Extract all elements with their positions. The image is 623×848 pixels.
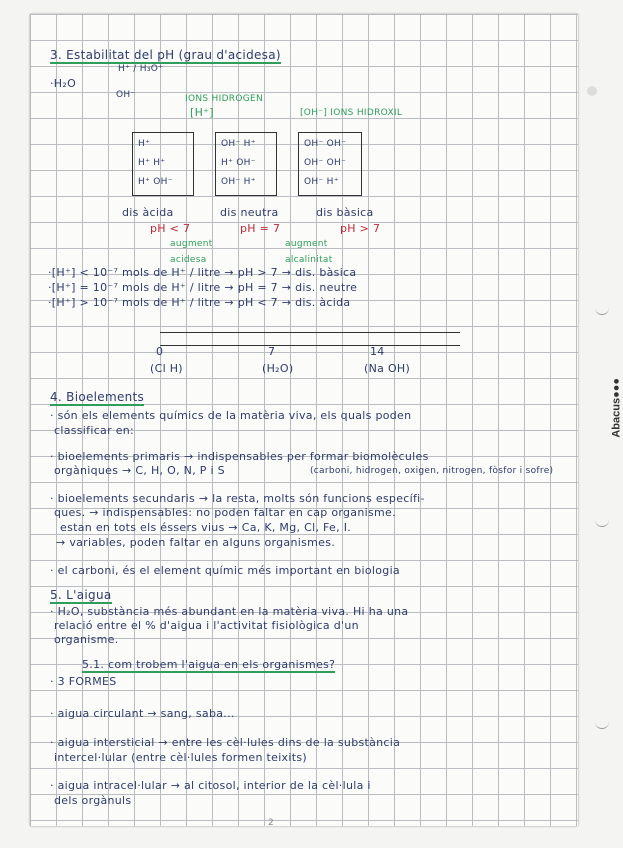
sec5-line: intercel·lular (entre cèl·lules formen teixits): [54, 751, 307, 764]
sec5-line: relació entre el % d'aigua i l'activitat fisiològica d'un: [54, 619, 359, 632]
sec4-note: (carboni, hidrogen, oxigen, nitrogen, fòsfor i sofre): [310, 466, 554, 476]
acid-box-row: H⁺ OH⁻: [138, 177, 173, 187]
edge-mark: [595, 308, 609, 315]
h-concentration-label: [H⁺]: [190, 106, 214, 119]
ph-rule-3: ·[H⁺] > 10⁻⁷ mols de H⁺ / litre → pH < 7 → dis. àcida: [48, 296, 351, 309]
ph-scale-bottom: [160, 345, 460, 346]
ph-acid-label: pH < 7: [150, 222, 191, 235]
acid-box-row: H⁺: [138, 139, 151, 149]
sec5-line: · H₂O, substància més abundant en la matèria viva. Hi ha una: [50, 605, 409, 618]
sec4-line: · bioelements secundaris → la resta, molts són funcions específi-: [50, 492, 425, 505]
ph-rule-2: ·[H⁺] = 10⁻⁷ mols de H⁺ / litre → pH = 7 → dis. neutre: [48, 281, 358, 294]
example-neutral: (H₂O): [262, 362, 294, 375]
dis-acida-label: dis àcida: [122, 206, 174, 219]
page-mark: 2: [268, 818, 275, 828]
neutral-box-row: OH⁻ H⁺: [221, 139, 256, 149]
ph-scale-top: [160, 332, 460, 333]
ph-neutral-label: pH = 7: [240, 222, 281, 235]
augment-alcalinitat-label: augment alcalinitat: [285, 239, 333, 265]
augment-acidesa-label: augment acidesa: [170, 239, 213, 265]
section-5-title: 5. L'aigua: [50, 588, 112, 602]
section-3-title: 3. Estabilitat del pH (grau d'acidesa): [50, 48, 281, 62]
sec4-line: estan en tots els éssers vius → Ca, K, Mg, Cl, Fe, I.: [60, 521, 352, 534]
sec4-line: classificar en:: [54, 424, 135, 437]
sec5-line: · aigua intracel·lular → al citosol, interior de la cèl·lula i: [50, 779, 371, 792]
example-basic: (Na OH): [364, 362, 411, 375]
ph-scale-0: 0: [156, 345, 164, 358]
neutral-box-row: OH⁻ H⁺: [221, 177, 256, 187]
ion-h-label: H⁺ / H₃O⁺: [118, 64, 164, 74]
sec4-line: → variables, poden faltar en alguns organismes.: [56, 536, 336, 549]
sec5-subtitle: 5.1. com trobem l'aigua en els organismes?: [82, 658, 336, 671]
sec5-line: · 3 FORMES: [50, 675, 117, 688]
dis-neutra-label: dis neutra: [220, 206, 279, 219]
sec4-line: orgàniques → C, H, O, N, P i S: [54, 464, 225, 477]
sec4-line: · bioelements primaris → indispensables per formar biomolècules: [50, 450, 429, 463]
sec5-line: dels orgànuls: [54, 794, 132, 807]
edge-mark: [595, 520, 609, 527]
sec5-line: · aigua intersticial → entre les cèl·lules dins de la substància: [50, 736, 401, 749]
ph-scale-7: 7: [268, 345, 276, 358]
sec5-line: organisme.: [54, 633, 119, 646]
ions-hidrogen-label: IONS HIDROGEN: [185, 94, 264, 104]
basic-box-row: OH⁻ OH⁻: [304, 139, 347, 149]
sec5-line: · aigua circulant → sang, saba...: [50, 707, 235, 720]
punch-hole: [587, 86, 597, 96]
basic-box-row: OH⁻ H⁺: [304, 177, 339, 187]
example-acid: (Cl H): [150, 362, 183, 375]
ph-rule-1: ·[H⁺] < 10⁻⁷ mols de H⁺ / litre → pH > 7 → dis. bàsica: [48, 266, 357, 279]
ion-oh-label: OH⁻: [116, 90, 136, 100]
sec4-line: ques. → indispensables: no poden faltar en cap organisme.: [54, 506, 396, 519]
section-4-title: 4. Bioelements: [50, 390, 145, 404]
basic-box-row: OH⁻ OH⁻: [304, 158, 347, 168]
dis-basica-label: dis bàsica: [316, 206, 374, 219]
ions-hidroxil-label: [OH⁻] IONS HIDROXIL: [300, 108, 403, 118]
ph-basic-label: pH > 7: [340, 222, 381, 235]
acid-box-row: H⁺ H⁺: [138, 158, 166, 168]
ph-scale-14: 14: [370, 345, 385, 358]
h2o-label: ·H₂O: [50, 77, 77, 90]
edge-mark: [595, 722, 609, 729]
sec4-line: · el carboni, és el element químic més important en biologia: [50, 564, 400, 577]
neutral-box-row: H⁺ OH⁻: [221, 158, 256, 168]
brand-logo: Abacus●●●: [611, 378, 623, 438]
sec4-line: · són els elements químics de la matèria viva, els quals poden: [50, 409, 412, 422]
